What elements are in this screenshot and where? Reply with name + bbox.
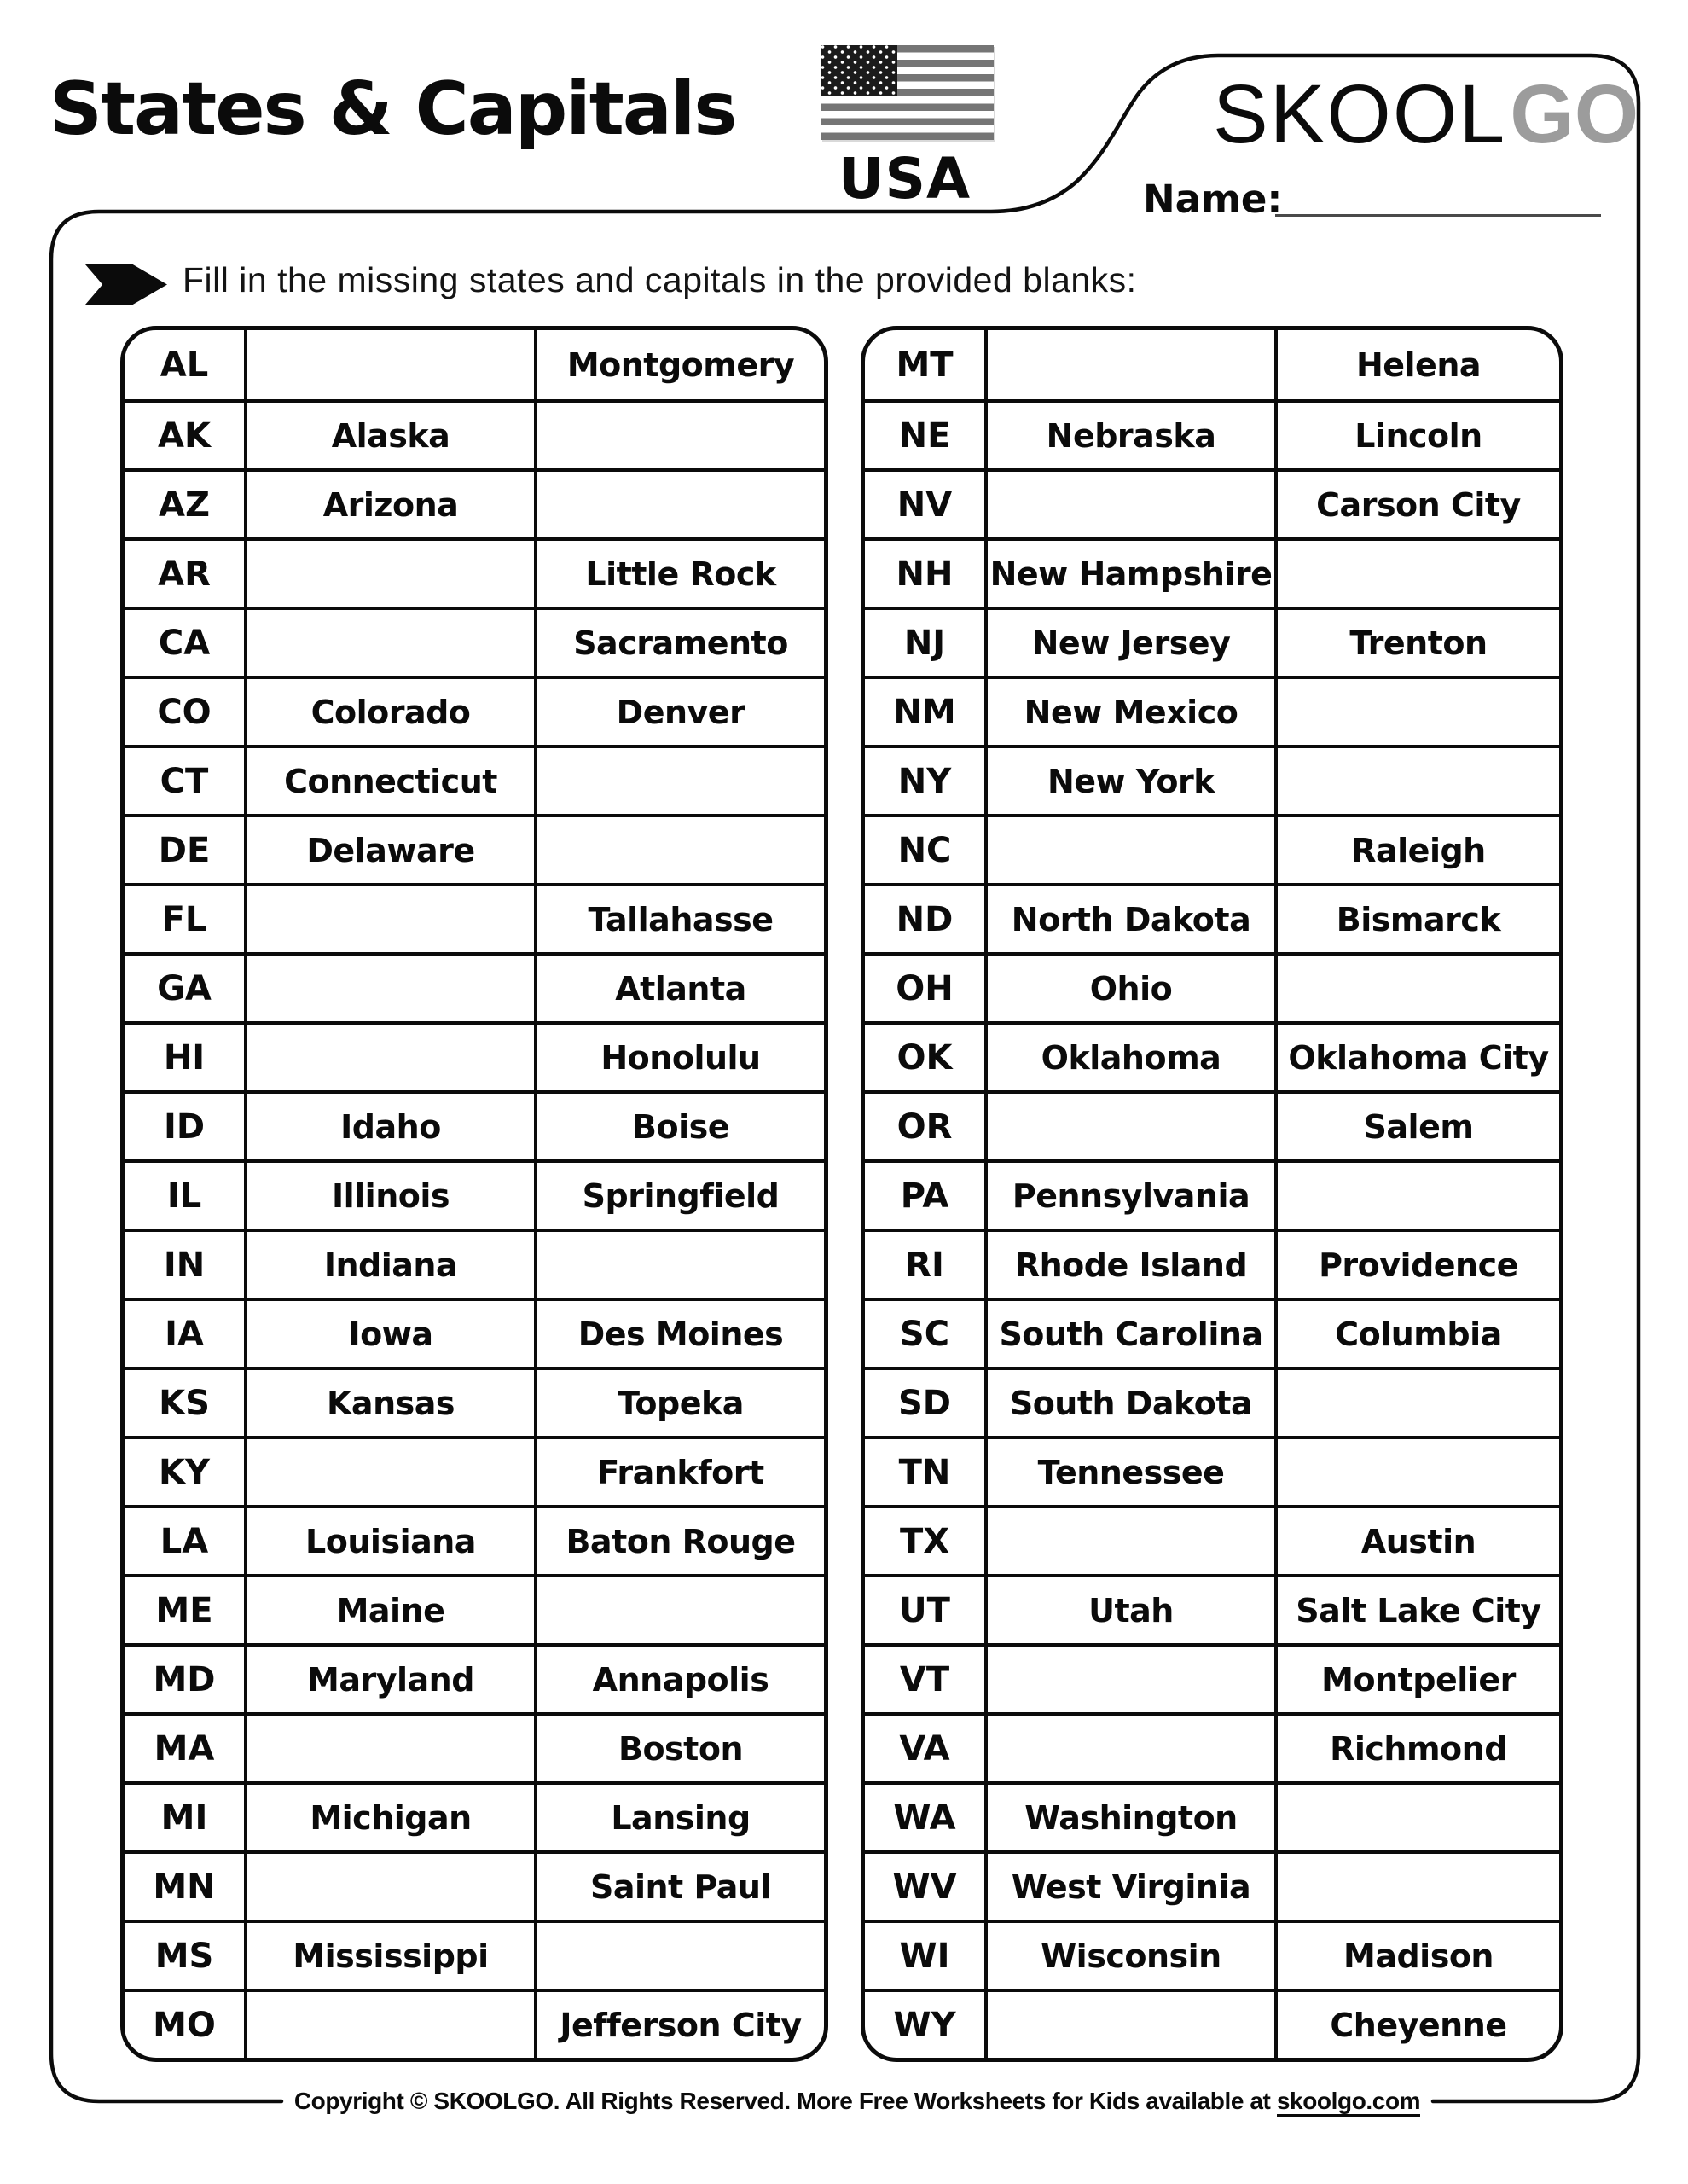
state-name-cell: Maryland <box>244 1647 534 1712</box>
instruction-text: Fill in the missing states and capitals in the provided blanks: <box>183 260 1137 299</box>
state-capital-cell-blank[interactable] <box>534 748 824 814</box>
state-capital-cell: Jefferson City <box>534 1992 824 2058</box>
state-abbr-cell: HI <box>163 1037 206 1077</box>
table-row <box>865 1920 1559 1989</box>
state-name-cell: Maine <box>244 1577 534 1643</box>
state-capital-cell: Baton Rouge <box>534 1508 824 1574</box>
state-capital-cell-blank[interactable] <box>1274 1785 1559 1850</box>
state-name-cell-blank[interactable] <box>244 541 534 607</box>
state-abbr-cell: NC <box>897 830 952 870</box>
state-abbr-cell: NE <box>898 415 951 456</box>
table-row <box>865 537 1559 607</box>
country-label: USA <box>815 142 994 220</box>
table-row <box>125 814 824 883</box>
state-capital-cell: Des Moines <box>534 1301 824 1367</box>
table-row <box>125 676 824 745</box>
state-capital-cell: Bismarck <box>1274 886 1559 952</box>
logo-text-black: SKOOL <box>1213 67 1507 160</box>
table-row <box>125 1090 824 1159</box>
state-capital-cell-blank[interactable] <box>1274 679 1559 745</box>
state-name-cell-blank[interactable] <box>984 817 1274 883</box>
state-capital-cell-blank[interactable] <box>1274 1370 1559 1436</box>
table-row <box>865 1781 1559 1850</box>
state-capital-cell: Tallahasse <box>534 886 824 952</box>
state-abbr-cell: RI <box>905 1245 944 1285</box>
state-abbr-cell: MO <box>153 2005 216 2045</box>
state-name-cell: New Mexico <box>984 679 1274 745</box>
state-capital-cell: Providence <box>1274 1232 1559 1298</box>
table-row <box>125 468 824 537</box>
state-name-cell: Tennessee <box>984 1439 1274 1505</box>
table-row <box>125 883 824 952</box>
state-abbr-cell: WV <box>892 1867 957 1907</box>
table-row <box>125 1989 824 2058</box>
state-capital-cell: Trenton <box>1274 610 1559 676</box>
table-row <box>865 399 1559 468</box>
table-row <box>125 1850 824 1920</box>
usa-flag-icon <box>821 45 994 140</box>
state-abbr-cell: AZ <box>159 485 210 525</box>
state-name-cell: Idaho <box>244 1094 534 1159</box>
instruction-arrow-icon <box>85 264 167 305</box>
table-row <box>125 399 824 468</box>
state-capital-cell: Lincoln <box>1274 403 1559 468</box>
page-title: States & Capitals <box>49 67 736 152</box>
state-name-cell: Mississippi <box>244 1923 534 1989</box>
state-name-cell: Iowa <box>244 1301 534 1367</box>
state-capital-cell-blank[interactable] <box>534 817 824 883</box>
state-capital-cell: Cheyenne <box>1274 1992 1559 2058</box>
table-row <box>865 1159 1559 1228</box>
state-abbr-cell: NV <box>896 485 953 525</box>
state-capital-cell-blank[interactable] <box>1274 1163 1559 1228</box>
state-abbr-cell: ND <box>896 899 954 939</box>
state-capital-cell: Carson City <box>1274 472 1559 537</box>
state-capital-cell-blank[interactable] <box>1274 748 1559 814</box>
state-abbr-cell: NY <box>897 761 952 801</box>
states-capitals-table-left <box>120 326 828 2062</box>
state-abbr-cell: WI <box>899 1936 950 1976</box>
table-row <box>125 745 824 814</box>
state-capital-cell: Oklahoma City <box>1274 1025 1559 1090</box>
state-name-cell: Pennsylvania <box>984 1163 1274 1228</box>
state-abbr-cell: VT <box>899 1659 950 1699</box>
table-row <box>865 676 1559 745</box>
states-capitals-table-right <box>861 326 1563 2062</box>
state-abbr-cell: UT <box>899 1590 950 1630</box>
state-name-cell: Alaska <box>244 403 534 468</box>
state-abbr-cell: CO <box>157 692 212 732</box>
table-row <box>865 607 1559 676</box>
state-abbr-cell: PA <box>900 1176 949 1216</box>
state-capital-cell: Sacramento <box>534 610 824 676</box>
state-name-cell: West Virginia <box>984 1854 1274 1920</box>
state-name-cell-blank[interactable] <box>244 330 534 399</box>
table-row <box>125 952 824 1021</box>
state-abbr-cell: SD <box>897 1383 951 1423</box>
state-name-cell: New Hampshire <box>984 541 1274 607</box>
name-input-blank[interactable] <box>1275 170 1601 217</box>
state-name-cell: New Jersey <box>984 610 1274 676</box>
state-capital-cell: Springfield <box>534 1163 824 1228</box>
state-name-cell-blank[interactable] <box>984 1716 1274 1781</box>
table-row <box>125 1920 824 1989</box>
state-capital-cell-blank[interactable] <box>1274 956 1559 1021</box>
state-capital-cell: Madison <box>1274 1923 1559 1989</box>
table-row <box>865 1090 1559 1159</box>
table-row <box>865 330 1559 399</box>
state-abbr-cell: ME <box>155 1590 213 1630</box>
state-capital-cell-blank[interactable] <box>1274 541 1559 607</box>
state-abbr-cell: MS <box>154 1936 214 1976</box>
table-row <box>865 1643 1559 1712</box>
state-abbr-cell: DE <box>158 830 211 870</box>
state-name-cell-blank[interactable] <box>244 956 534 1021</box>
state-capital-cell: Columbia <box>1274 1301 1559 1367</box>
state-capital-cell: Denver <box>534 679 824 745</box>
copyright-text: Copyright © SKOOLGO. All Rights Reserved. More Free Worksheets for Kids available at <box>293 2088 1277 2114</box>
state-name-cell-blank[interactable] <box>244 610 534 676</box>
table-row <box>865 1436 1559 1505</box>
table-row <box>125 1574 824 1643</box>
state-name-cell: North Dakota <box>984 886 1274 952</box>
state-name-cell-blank[interactable] <box>984 472 1274 537</box>
state-abbr-cell: CA <box>158 623 211 663</box>
state-capital-cell: Saint Paul <box>534 1854 824 1920</box>
table-row <box>865 1021 1559 1090</box>
state-capital-cell: Topeka <box>534 1370 824 1436</box>
state-name-cell-blank[interactable] <box>244 1025 534 1090</box>
state-abbr-cell: TN <box>898 1452 951 1492</box>
table-row <box>865 1712 1559 1781</box>
footer <box>281 2085 1433 2117</box>
state-name-cell: Nebraska <box>984 403 1274 468</box>
state-abbr-cell: NJ <box>903 623 946 663</box>
state-name-cell: Delaware <box>244 817 534 883</box>
state-capital-cell: Atlanta <box>534 956 824 1021</box>
state-capital-cell: Lansing <box>534 1785 824 1850</box>
state-name-cell: Wisconsin <box>984 1923 1274 1989</box>
state-abbr-cell: WY <box>893 2005 956 2045</box>
state-capital-cell: Honolulu <box>534 1025 824 1090</box>
state-capital-cell: Frankfort <box>534 1439 824 1505</box>
state-abbr-cell: CT <box>160 761 209 801</box>
table-row <box>125 1159 824 1228</box>
state-name-cell: Kansas <box>244 1370 534 1436</box>
state-name-cell: Indiana <box>244 1232 534 1298</box>
state-capital-cell: Austin <box>1274 1508 1559 1574</box>
table-row <box>125 330 824 399</box>
state-abbr-cell: IN <box>163 1245 206 1285</box>
logo-text-gray: GO <box>1510 67 1639 160</box>
state-name-cell-blank[interactable] <box>244 886 534 952</box>
table-row <box>125 1228 824 1298</box>
table-row <box>125 537 824 607</box>
table-row <box>125 1021 824 1090</box>
skoolgo-logo <box>1213 63 1639 159</box>
state-abbr-cell: SC <box>899 1314 950 1354</box>
state-name-cell: Washington <box>984 1785 1274 1850</box>
state-capital-cell: Boise <box>534 1094 824 1159</box>
state-name-cell: Utah <box>984 1577 1274 1643</box>
state-abbr-cell: VA <box>899 1728 950 1769</box>
table-row <box>865 1505 1559 1574</box>
state-abbr-cell: KS <box>159 1383 210 1423</box>
state-abbr-cell: MD <box>153 1659 216 1699</box>
state-abbr-cell: OK <box>896 1037 953 1077</box>
state-name-cell-blank[interactable] <box>984 1992 1274 2058</box>
table-row <box>125 1298 824 1367</box>
table-row <box>125 607 824 676</box>
state-abbr-cell: FL <box>161 899 207 939</box>
table-row <box>865 1850 1559 1920</box>
flag-canton <box>821 45 897 96</box>
state-abbr-cell: AL <box>160 345 209 385</box>
table-row <box>865 952 1559 1021</box>
state-abbr-cell: AK <box>158 415 211 456</box>
state-abbr-cell: MN <box>153 1867 216 1907</box>
state-name-cell: South Carolina <box>984 1301 1274 1367</box>
state-abbr-cell: IL <box>166 1176 202 1216</box>
state-capital-cell: Little Rock <box>534 541 824 607</box>
state-name-cell: Arizona <box>244 472 534 537</box>
state-capital-cell: Boston <box>534 1716 824 1781</box>
state-abbr-cell: OR <box>896 1107 953 1147</box>
state-abbr-cell: WA <box>893 1798 956 1838</box>
table-row <box>125 1712 824 1781</box>
state-capital-cell: Montpelier <box>1274 1647 1559 1712</box>
state-abbr-cell: MA <box>154 1728 215 1769</box>
name-label: Name: <box>1143 177 1283 222</box>
table-row <box>125 1436 824 1505</box>
table-row <box>865 1298 1559 1367</box>
state-name-cell: Oklahoma <box>984 1025 1274 1090</box>
state-abbr-cell: OH <box>896 968 954 1008</box>
state-name-cell-blank[interactable] <box>984 330 1274 399</box>
state-abbr-cell: NM <box>893 692 956 732</box>
state-name-cell: Connecticut <box>244 748 534 814</box>
state-name-cell-blank[interactable] <box>984 1647 1274 1712</box>
table-row <box>125 1505 824 1574</box>
state-abbr-cell: IA <box>165 1314 204 1354</box>
state-capital-cell-blank[interactable] <box>534 403 824 468</box>
state-abbr-cell: AR <box>158 554 211 594</box>
state-name-cell: Louisiana <box>244 1508 534 1574</box>
state-capital-cell: Richmond <box>1274 1716 1559 1781</box>
state-capital-cell-blank[interactable] <box>1274 1439 1559 1505</box>
state-capital-cell-blank[interactable] <box>534 1923 824 1989</box>
state-name-cell-blank[interactable] <box>244 1992 534 2058</box>
state-name-cell: Ohio <box>984 956 1274 1021</box>
table-row <box>865 1574 1559 1643</box>
table-row <box>125 1367 824 1436</box>
state-capital-cell: Salt Lake City <box>1274 1577 1559 1643</box>
state-capital-cell-blank[interactable] <box>534 1232 824 1298</box>
skoolgo-link[interactable]: skoolgo.com <box>1277 2088 1420 2117</box>
state-capital-cell-blank[interactable] <box>1274 1854 1559 1920</box>
state-name-cell-blank[interactable] <box>984 1508 1274 1574</box>
state-abbr-cell: KY <box>159 1452 210 1492</box>
table-row <box>865 1228 1559 1298</box>
state-capital-cell-blank[interactable] <box>534 472 824 537</box>
state-capital-cell: Raleigh <box>1274 817 1559 883</box>
state-name-cell: Rhode Island <box>984 1232 1274 1298</box>
table-row <box>865 1989 1559 2058</box>
table-row <box>865 814 1559 883</box>
state-abbr-cell: MI <box>160 1798 208 1838</box>
table-row <box>865 468 1559 537</box>
state-name-cell: Illinois <box>244 1163 534 1228</box>
state-capital-cell: Salem <box>1274 1094 1559 1159</box>
state-capital-cell-blank[interactable] <box>534 1577 824 1643</box>
state-capital-cell: Helena <box>1274 330 1559 399</box>
state-abbr-cell: MT <box>896 345 954 385</box>
table-row <box>865 883 1559 952</box>
state-abbr-cell: ID <box>163 1107 206 1147</box>
state-name-cell-blank[interactable] <box>244 1716 534 1781</box>
table-row <box>865 1367 1559 1436</box>
state-capital-cell: Montgomery <box>534 330 824 399</box>
state-abbr-cell: TX <box>899 1521 950 1561</box>
state-name-cell-blank[interactable] <box>244 1439 534 1505</box>
state-name-cell: Michigan <box>244 1785 534 1850</box>
state-name-cell-blank[interactable] <box>984 1094 1274 1159</box>
table-row <box>865 745 1559 814</box>
state-abbr-cell: GA <box>157 968 212 1008</box>
state-name-cell-blank[interactable] <box>244 1854 534 1920</box>
state-name-cell: South Dakota <box>984 1370 1274 1436</box>
state-capital-cell: Annapolis <box>534 1647 824 1712</box>
state-name-cell: New York <box>984 748 1274 814</box>
state-name-cell: Colorado <box>244 679 534 745</box>
state-abbr-cell: LA <box>160 1521 209 1561</box>
table-row <box>125 1643 824 1712</box>
table-row <box>125 1781 824 1850</box>
state-abbr-cell: NH <box>896 554 954 594</box>
